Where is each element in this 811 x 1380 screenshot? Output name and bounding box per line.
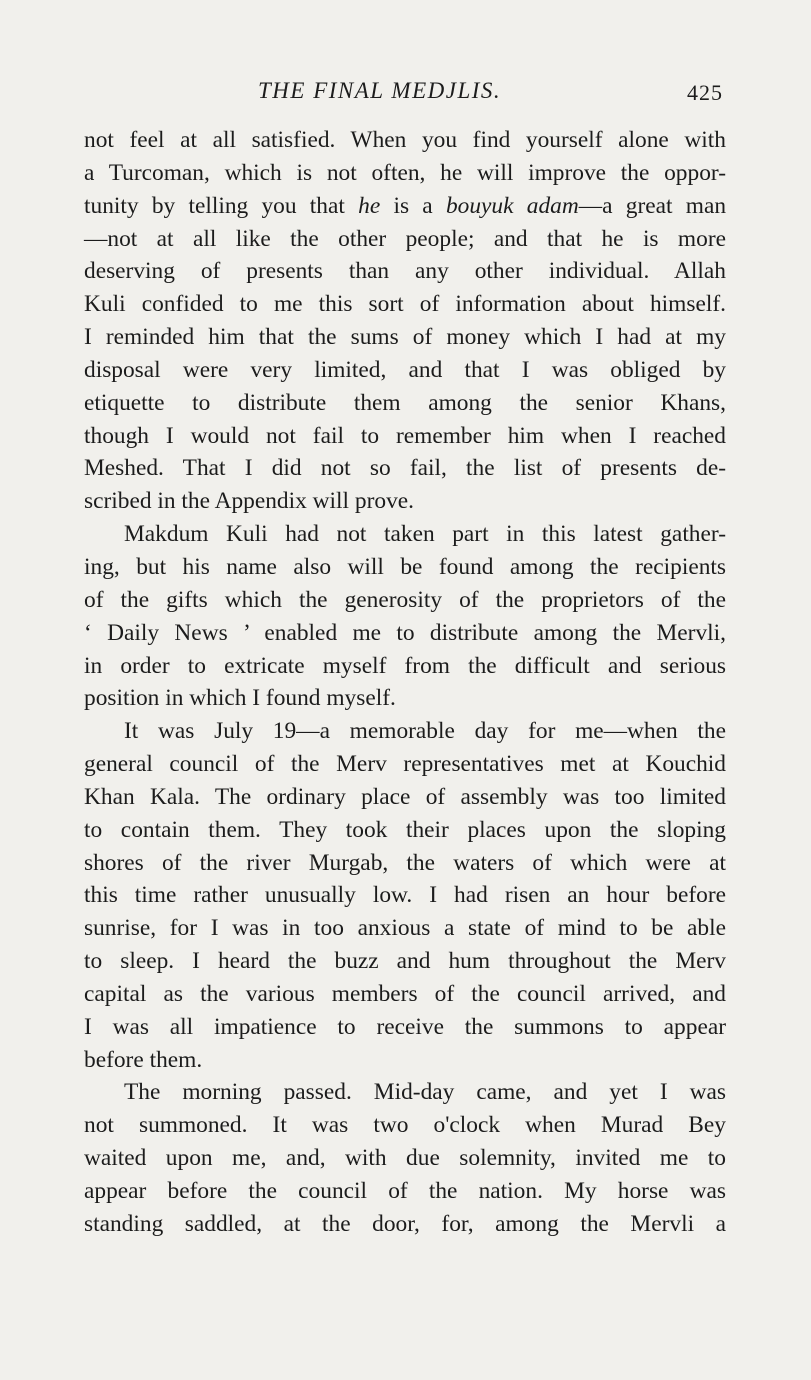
- text-line: scribed in the Appendix will prove.: [84, 488, 415, 515]
- text-line: sunrise, for I was in too anxious a state of mind to be able: [84, 915, 726, 942]
- text-line: deserving of presents than any other individual. Allah: [84, 258, 726, 285]
- text-line: ing, but his name also will be found among the recipients: [84, 553, 726, 580]
- italic-text: he: [358, 192, 381, 219]
- body-text: [84, 124, 726, 1241]
- running-title: THE FINAL MEDJLIS.: [258, 78, 502, 103]
- text-line: before them.: [84, 1046, 203, 1073]
- text-line: not summoned. It was two o'clock when Murad Bey: [84, 1112, 726, 1139]
- text-line: appear before the council of the nation. My horse was: [84, 1178, 726, 1204]
- text-line: etiquette to distribute them among the senior Khans,: [84, 389, 726, 416]
- text-line: to sleep. I heard the buzz and hum throughout the Merv: [84, 948, 726, 975]
- text-line: ‘ Daily News ’ enabled me to distribute among the Mervli,: [84, 619, 726, 646]
- text-line: Makdum Kuli had not taken part in this latest gather-: [124, 521, 726, 548]
- text-line: to contain them. They took their places upon the sloping: [84, 816, 726, 843]
- running-head: [0, 78, 811, 110]
- text-line: Khan Kala. The ordinary place of assembly was too limited: [84, 783, 726, 810]
- text-line: general council of the Merv representatives met at Kouchid: [84, 751, 726, 778]
- page-number: 425: [687, 80, 723, 105]
- text-line: waited upon me, and, with due solemnity, invited me to: [84, 1145, 726, 1172]
- text-run: is a: [380, 192, 446, 219]
- text-run: tunity by telling you that: [84, 192, 359, 219]
- text-line: disposal were very limited, and that I was obliged by: [84, 356, 726, 383]
- text-line: Kuli confided to me this sort of information about himself.: [84, 291, 726, 318]
- text-line: —not at all like the other people; and that he is more: [84, 225, 726, 252]
- text-line: capital as the various members of the council arrived, and: [84, 980, 726, 1007]
- text-line: not feel at all satisfied. When you find yourself alone with: [84, 127, 726, 153]
- text-run: —a great man: [578, 192, 727, 219]
- text-line: position in which I found myself.: [84, 685, 396, 712]
- text-line: though I would not fail to remember him when I reached: [84, 422, 726, 449]
- text-line: this time rather unusually low. I had risen an hour before: [84, 882, 726, 909]
- text-line: shores of the river Murgab, the waters of which were at: [84, 849, 726, 876]
- text-line: a Turcoman, which is not often, he will improve the oppor-: [84, 159, 726, 186]
- text-line: in order to extricate myself from the difficult and serious: [84, 652, 726, 679]
- text-line: Meshed. That I did not so fail, the list of presents de-: [84, 455, 726, 482]
- italic-text: bouyuk adam: [445, 192, 579, 219]
- text-line: It was July 19—a memorable day for me—when the: [124, 718, 726, 745]
- text-line: standing saddled, at the door, for, among the Mervli a: [84, 1210, 726, 1237]
- text-line: [84, 190, 726, 223]
- text-line: I reminded him that the sums of money which I had at my: [84, 324, 726, 351]
- text-line: I was all impatience to receive the summons to appear: [84, 1013, 726, 1040]
- text-line: The morning passed. Mid-day came, and yet I was: [124, 1079, 726, 1106]
- text-line: of the gifts which the generosity of the proprietors of the: [84, 586, 726, 613]
